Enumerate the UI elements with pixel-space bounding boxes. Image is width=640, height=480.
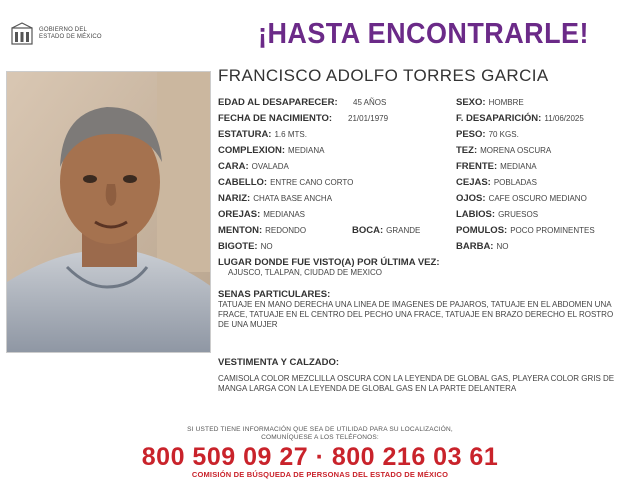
field-orejas: OREJAS: MEDIANAS xyxy=(218,209,306,220)
field-menton: MENTON: REDONDO xyxy=(218,225,307,236)
lugar-title: LUGAR DONDE FUE VISTO(A) POR ÚLTIMA VEZ: xyxy=(218,257,440,268)
senas-text: TATUAJE EN MANO DERECHA UNA LINEA DE IMAGENES DE PAJAROS, TATUAJE EN EL ABDOMEN UNA FRACE, TATUAJE EN EL CENTRO DEL PECHO UNA FRACE, TATUAJE EN BRAZO DERECHO EL ROSTRO DE UNA MUJER xyxy=(218,300,614,329)
field-fecha-desaparicion: F. DESAPARICIÓN: 11/06/2025 xyxy=(456,113,584,124)
field-cejas: CEJAS: POBLADAS xyxy=(456,177,537,188)
senas-title: SENAS PARTICULARES: xyxy=(218,289,331,300)
field-complexion: COMPLEXION: MEDIANA xyxy=(218,145,325,156)
field-cabello: CABELLO: ENTRE CANO CORTO xyxy=(218,177,354,188)
field-fecha-nacimiento: FECHA DE NACIMIENTO: 21/01/1979 xyxy=(218,113,389,124)
logo-line-2: ESTADO DE MÉXICO xyxy=(39,34,102,40)
government-logo xyxy=(10,20,130,48)
vestimenta-text: CAMISOLA COLOR MEZCLILLA OSCURA CON LA LEYENDA DE GLOBAL GAS, PLAYERA COLOR GRIS DE MANGA LARGA CON LA LEYENDA DE GLOBAL GAS EN LA PARTE DELANTERA xyxy=(218,374,615,393)
person-photo xyxy=(6,71,211,353)
field-barba: BARBA: NO xyxy=(456,241,509,252)
field-boca: BOCA: GRANDE xyxy=(352,225,421,236)
field-tez: TEZ: MORENA OSCURA xyxy=(456,145,552,156)
field-edad: EDAD AL DESAPARECER: 45 AÑOS xyxy=(218,97,387,108)
field-labios: LABIOS: GRUESOS xyxy=(456,209,539,220)
phone-numbers[interactable]: 800 509 09 27 · 800 216 03 61 xyxy=(141,443,499,471)
vestimenta-title: VESTIMENTA Y CALZADO: xyxy=(218,357,340,368)
commission-name: COMISIÓN DE BÚSQUEDA DE PERSONAS DEL ESTADO DE MÉXICO xyxy=(191,470,449,479)
field-bigote: BIGOTE: NO xyxy=(218,241,273,252)
field-cara: CARA: OVALADA xyxy=(218,161,289,172)
footer-note-line-2: COMUNÍQUESE A LOS TELÉFONOS: xyxy=(261,434,379,441)
field-estatura: ESTATURA: 1.6 MTS. xyxy=(218,129,307,140)
field-ojos: OJOS: CAFE OSCURO MEDIANO xyxy=(456,193,587,204)
field-pomulos: POMULOS: POCO PROMINENTES xyxy=(456,225,595,236)
field-nariz: NARIZ: CHATA BASE ANCHA xyxy=(218,193,333,204)
logo-line-1: GOBIERNO DEL xyxy=(39,27,88,33)
lugar-text: AJUSCO, TLALPAN, CIUDAD DE MEXICO xyxy=(228,268,382,277)
field-sexo: SEXO: HOMBRE xyxy=(456,97,524,108)
state-seal-icon xyxy=(10,22,34,46)
person-name: FRANCISCO ADOLFO TORRES GARCIA xyxy=(218,66,549,85)
headline: ¡HASTA ENCONTRARLE! xyxy=(258,18,589,50)
field-peso: PESO: 70 KGS. xyxy=(456,129,519,140)
field-frente: FRENTE: MEDIANA xyxy=(456,161,537,172)
footer-note-line-1: SI USTED TIENE INFORMACIÓN QUE SEA DE UTILIDAD PARA SU LOCALIZACIÓN, xyxy=(187,426,453,433)
